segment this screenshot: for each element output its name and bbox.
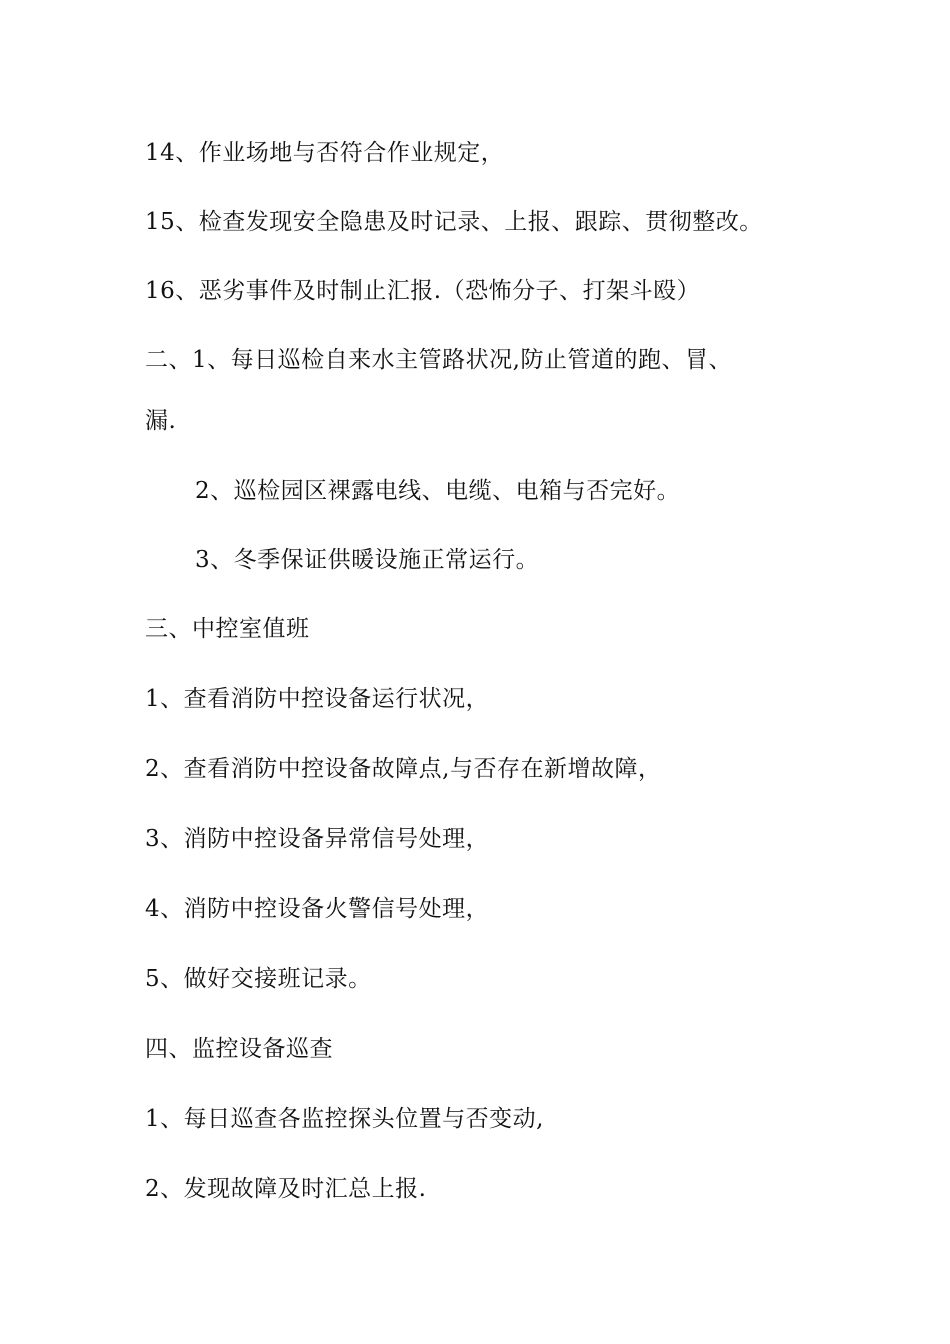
section-3-item-5: 5、做好交接班记录。	[145, 966, 372, 992]
section-3-item-4: 4、消防中控设备火警信号处理，	[145, 896, 490, 922]
section-3-heading: 三、中控室值班	[145, 616, 310, 642]
section-2-item-1: 二、1、每日巡检自来水主管路状况,防止管道的跑、冒、	[145, 347, 732, 373]
section-3-item-1: 1、查看消防中控设备运行状况，	[145, 686, 490, 712]
section-4-item-1: 1、每日巡查各监控探头位置与否变动,	[145, 1106, 544, 1132]
section-2-item-2: 2、巡检园区裸露电线、电缆、电箱与否完好。	[195, 478, 681, 504]
item-14: 14、作业场地与否符合作业规定，	[145, 140, 505, 166]
section-2-item-1-continued: 漏.	[145, 408, 177, 434]
section-3-item-2: 2、查看消防中控设备故障点,与否存在新增故障，	[145, 756, 662, 782]
section-3-item-3: 3、消防中控设备异常信号处理，	[145, 826, 490, 852]
section-2-item-3: 3、冬季保证供暖设施正常运行。	[195, 547, 540, 573]
item-16: 16、恶劣事件及时制止汇报.（恐怖分子、打架斗殴）	[145, 278, 701, 304]
item-15: 15、检查发现安全隐患及时记录、上报、跟踪、贯彻整改。	[145, 209, 763, 235]
section-4-heading: 四、监控设备巡查	[145, 1036, 333, 1062]
section-4-item-2: 2、发现故障及时汇总上报.	[145, 1176, 427, 1202]
